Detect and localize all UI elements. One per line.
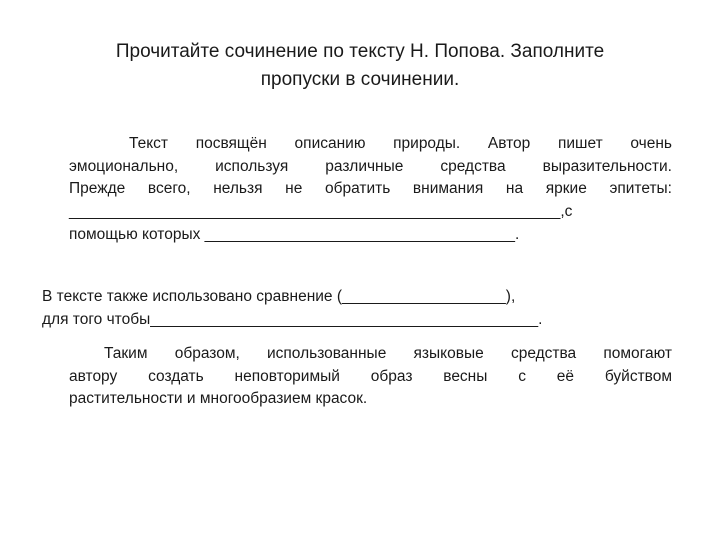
essay-line: автору создать неповторимый образ весны с её буйством [69,367,672,385]
task-title [0,38,720,94]
essay-line: Прежде всего, нельзя не обратить внимания на яркие эпитеты: [69,180,672,198]
essay-paragraph-1 [69,133,672,247]
task-title-line-1: Прочитайте сочинение по тексту Н. Попова. Заполните [115,41,605,62]
essay-line: Текст посвящён описанию природы. Автор пишет очень [129,135,672,152]
essay-paragraph-3 [69,343,672,411]
essay-line: помощью которых ____________________________________. [69,225,520,243]
essay-blank-line: _________________________________________________________,с [69,203,573,221]
essay-line: эмоционально, используя различные средства выразительности. [69,157,672,175]
essay-line: В тексте также использовано сравнение (___________________), [42,288,516,305]
task-title-line-2: пропуски в сочинении. [260,69,460,90]
essay-line: для того чтобы_____________________________________________. [42,310,543,328]
essay-paragraph-2 [42,286,682,331]
essay-line: Таким образом, использованные языковые средства помогают [104,345,672,362]
essay-line: растительности и многообразием красок. [69,390,368,408]
